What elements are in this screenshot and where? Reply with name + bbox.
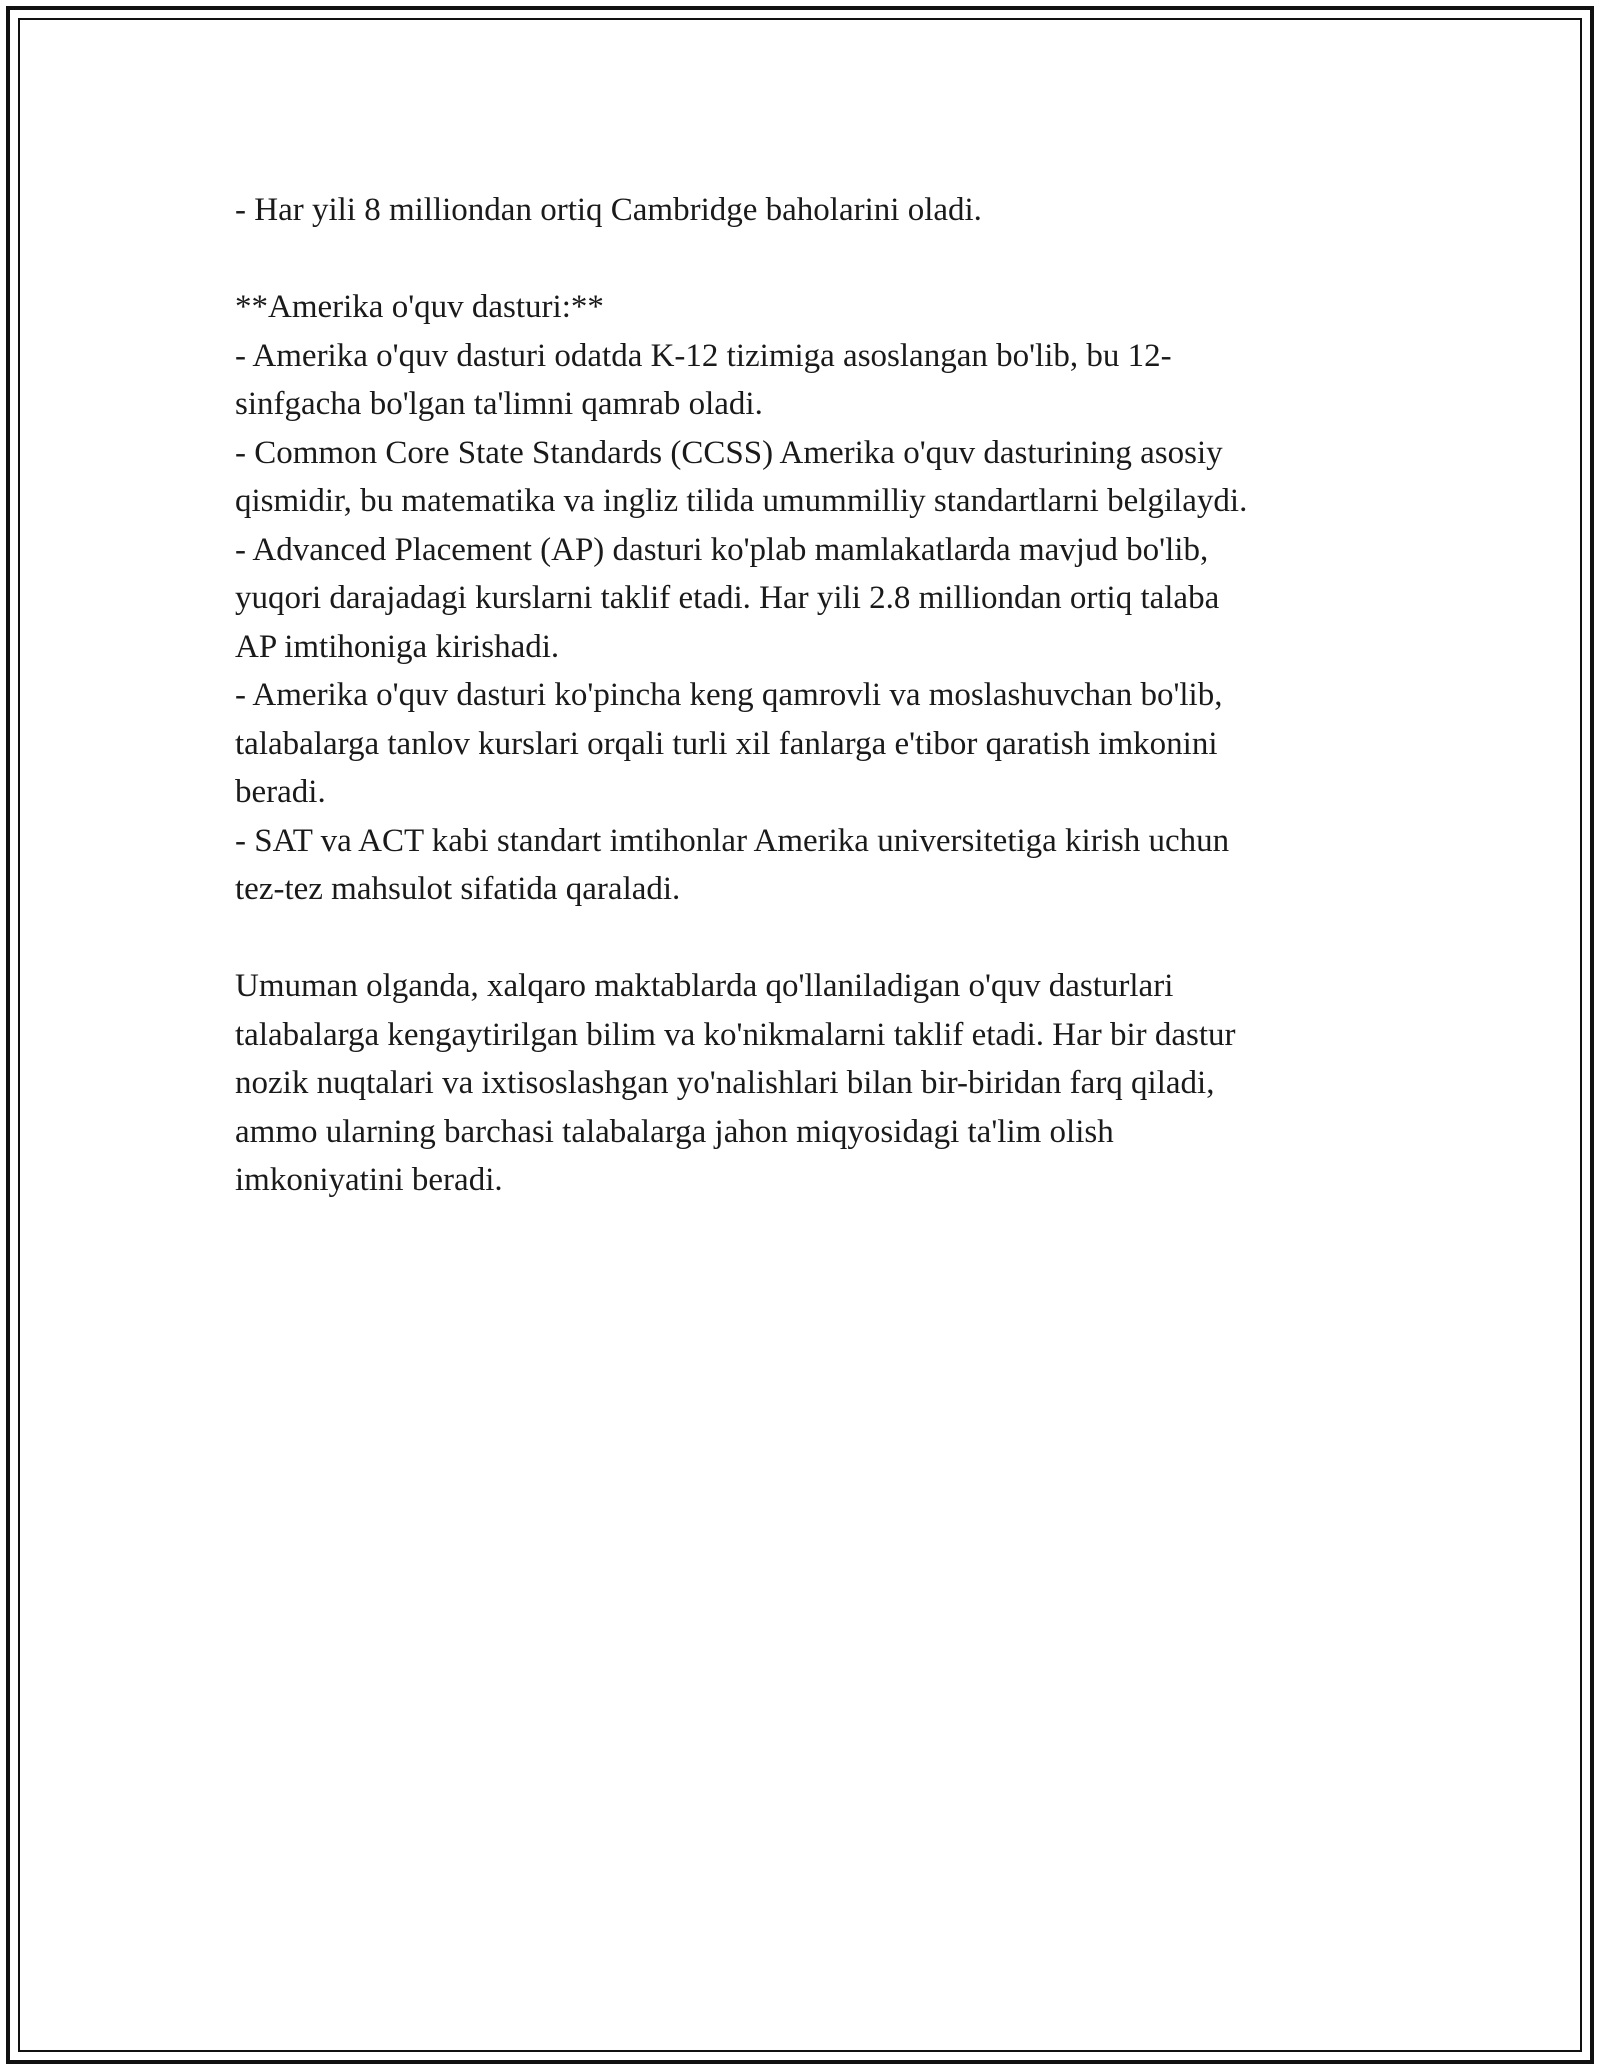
- text-line: imkoniyatini beradi.: [235, 1162, 503, 1198]
- text-line: nozik nuqtalari va ixtisoslashgan yo'nalishlari bilan bir-biridan farq qiladi,: [235, 1065, 1215, 1101]
- text-line: - Har yili 8 milliondan ortiq Cambridge baholarini oladi.: [235, 192, 982, 228]
- text-line: - Amerika o'quv dasturi odatda K-12 tizimiga asoslangan bo'lib, bu 12-: [235, 337, 1172, 374]
- blank-line: [235, 914, 1385, 963]
- text-line: - Amerika o'quv dasturi ko'pincha keng qamrovli va moslashuvchan bo'lib,: [235, 677, 1223, 713]
- text-line: talabalarga tanlov kurslari orqali turli xil fanlarga e'tibor qaratish imkonini: [235, 725, 1218, 762]
- text-line: talabalarga kengaytirilgan bilim va ko'nikmalarni taklif etadi. Har bir dastur: [235, 1016, 1236, 1053]
- text-line: AP imtihoniga kirishadi.: [235, 628, 560, 665]
- blank-line: [235, 235, 1385, 284]
- text-line: Umuman olganda, xalqaro maktablarda qo'llaniladigan o'quv dasturlari: [235, 968, 1174, 1004]
- text-line: - Common Core State Standards (CCSS) Amerika o'quv dasturining asosiy: [235, 434, 1223, 471]
- text-line: ammo ularning barchasi talabalarga jahon miqyosidagi ta'lim olish: [235, 1113, 1114, 1150]
- text-line: - SAT va ACT kabi standart imtihonlar Amerika universitetiga kirish uchun: [235, 822, 1230, 859]
- document-text: [235, 186, 1385, 1205]
- text-line: tez-tez mahsulot sifatida qaraladi.: [235, 871, 681, 907]
- text-line: yuqori darajadagi kurslarni taklif etadi. Har yili 2.8 milliondan ortiq talaba: [235, 580, 1220, 616]
- text-line: - Advanced Placement (AP) dasturi ko'plab mamlakatlarda mavjud bo'lib,: [235, 531, 1209, 568]
- section-heading: **Amerika o'quv dasturi:**: [235, 289, 604, 325]
- text-line: sinfgacha bo'lgan ta'limni qamrab oladi.: [235, 386, 763, 422]
- text-line: beradi.: [235, 774, 326, 810]
- text-line: qismidir, bu matematika va ingliz tilida umummilliy standartlarni belgilaydi.: [235, 483, 1248, 519]
